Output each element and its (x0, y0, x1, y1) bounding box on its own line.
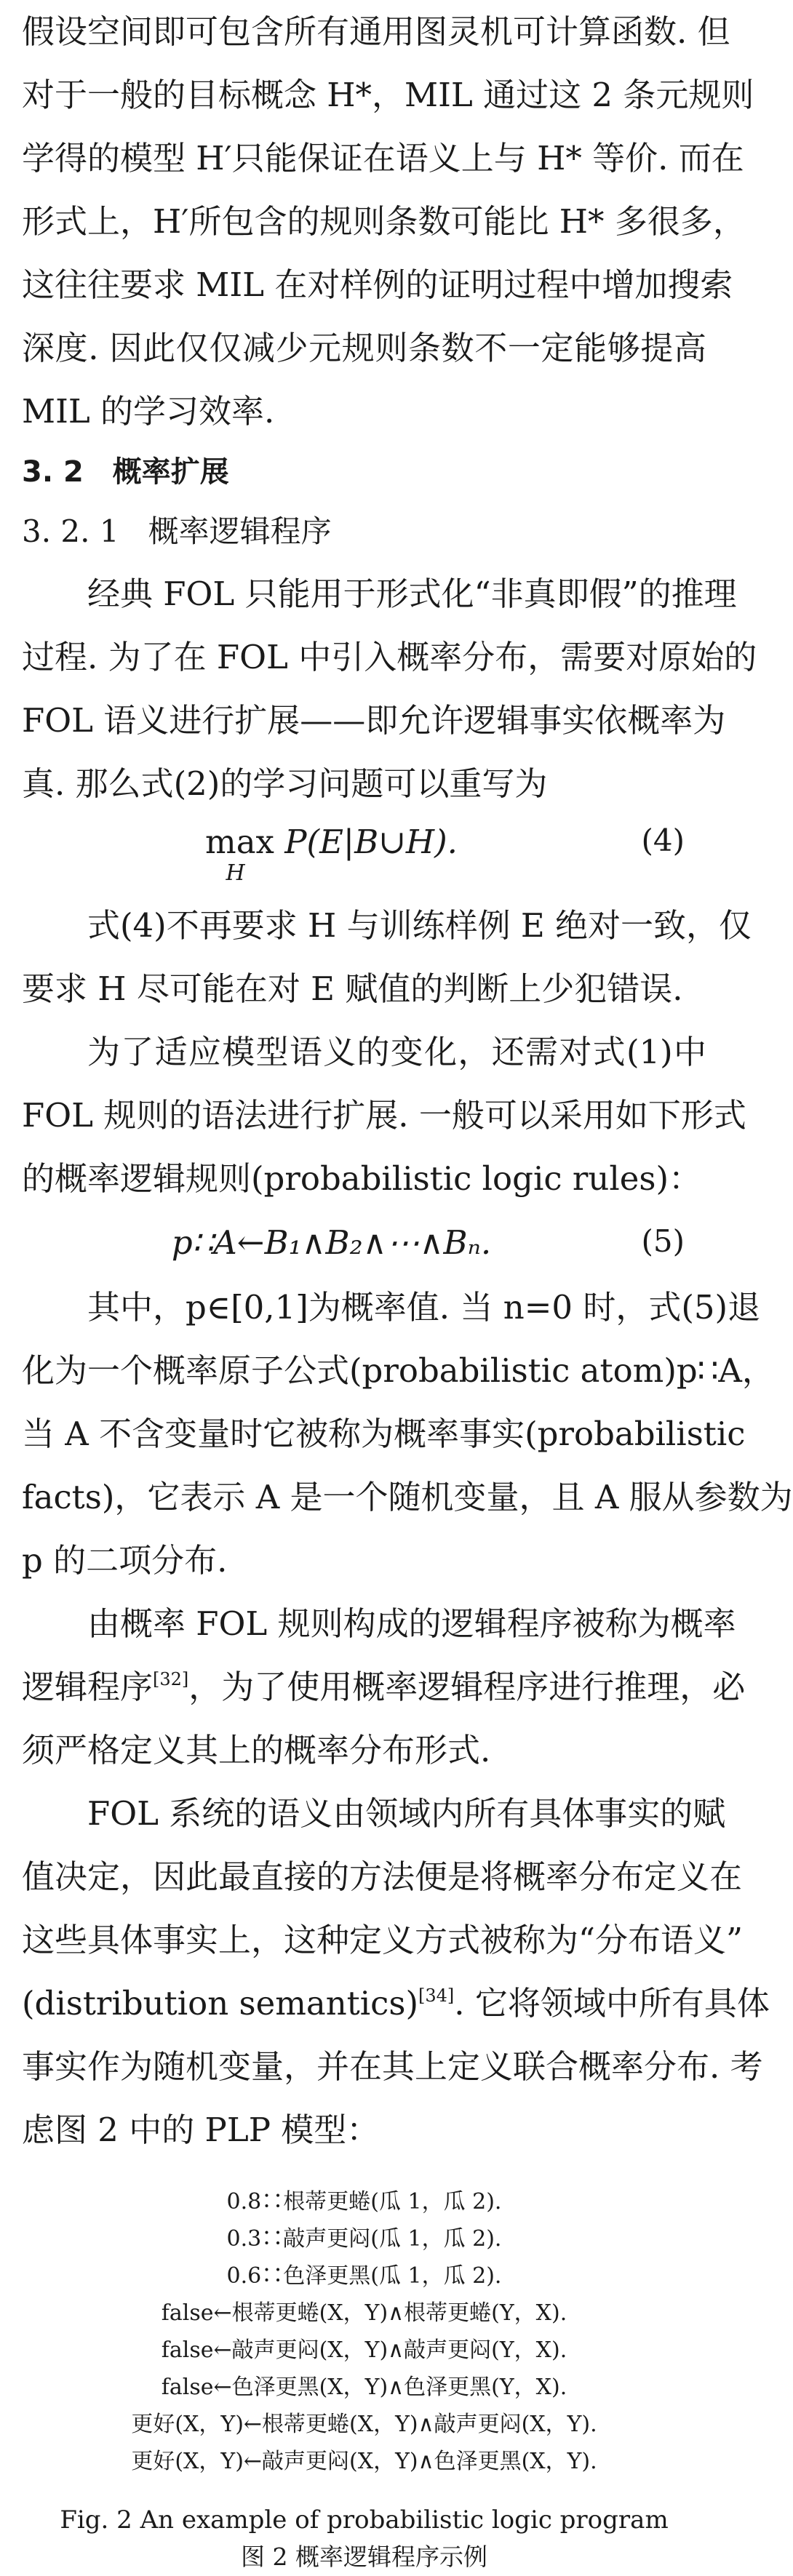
text-line: 对于一般的目标概念 H*，MIL 通过这 2 条元规则 (22, 76, 754, 114)
program-line: false←根蒂更蜷(X，Y)∧根蒂更蜷(Y，X). (161, 2300, 567, 2326)
section-title: 概率扩展 (112, 455, 229, 489)
program-line: 0.3∷敲声更闷(瓜 1，瓜 2). (226, 2226, 502, 2252)
text-line: 形式上，H′所包含的规则条数可能比 H* 多很多， (22, 202, 746, 241)
program-line: 0.6∷色泽更黑(瓜 1，瓜 2). (226, 2263, 502, 2289)
equation-expression: p∷A←B₁∧B₂∧⋯∧Bₙ. (171, 1223, 492, 1262)
figure-caption-en: Fig. 2 An example of probabilistic logic program (60, 2505, 669, 2535)
subsection-heading (22, 501, 706, 562)
text-line: MIL 的学习效率. (22, 392, 275, 431)
section-heading (22, 443, 706, 501)
text-line: FOL 语义进行扩展——即允许逻辑事实依概率为 (22, 701, 726, 740)
paragraph-1 (22, 0, 754, 443)
program-line: 0.8∷根蒂更蜷(瓜 1，瓜 2). (226, 2189, 502, 2215)
program-line: false←色泽更黑(X，Y)∧色泽更黑(Y，X). (161, 2375, 567, 2400)
text-line: 为了适应模型语义的变化，还需对式(1)中 (87, 1033, 706, 1071)
equation-number: (4) (641, 823, 685, 858)
paragraph-6 (22, 1592, 746, 1782)
paragraph-2 (22, 562, 757, 815)
text-line: 的概率逻辑规则(probabilistic logic rules)： (22, 1159, 702, 1198)
text-line (22, 1972, 770, 2035)
paragraph-3 (22, 894, 752, 1020)
max-subscript: H (226, 860, 245, 886)
max-operator (205, 823, 274, 886)
text-line: FOL 系统的语义由领域内所有具体事实的赋 (87, 1794, 726, 1833)
text-line: 值决定，因此最直接的方法便是将概率分布定义在 (22, 1857, 743, 1896)
figure-caption-zh: 图 2 概率逻辑程序示例 (241, 2543, 487, 2571)
text-line: 虑图 2 中的 PLP 模型： (22, 2111, 380, 2149)
text-line: facts)，它表示 A 是一个随机变量，且 A 服从参数为 (22, 1478, 793, 1516)
text-line: 这些具体事实上，这种定义方式被称为“分布语义” (22, 1921, 744, 1959)
text-line: 事实作为随机变量，并在其上定义联合概率分布. 考 (22, 2047, 763, 2086)
equation-body (22, 823, 641, 886)
text-line: 真. 那么式(2)的学习问题可以重写为 (22, 764, 548, 803)
text-line: 须严格定义其上的概率分布形式. (22, 1731, 491, 1769)
text-line: 学得的模型 H′只能保证在语义上与 H* 等价. 而在 (22, 139, 744, 177)
text-span: (distribution semantics) (22, 1984, 419, 2023)
text-span: 逻辑程序 (22, 1668, 154, 1706)
figure-2-program (22, 2183, 706, 2480)
equation-5 (22, 1210, 706, 1276)
text-span: ，为了使用概率逻辑程序进行推理，必 (188, 1668, 746, 1706)
program-line: 更好(X，Y)←根蒂更蜷(X，Y)∧敲声更闷(X，Y). (131, 2412, 597, 2437)
citation: [32] (153, 1669, 189, 1689)
text-line: 其中，p∈[0,1]为概率值. 当 n=0 时，式(5)退 (87, 1288, 761, 1327)
equation-expression: P(E|B∪H). (284, 823, 458, 861)
subsection-title: 概率逻辑程序 (148, 513, 332, 549)
section-number: 3. 2 (22, 455, 84, 489)
text-line: FOL 规则的语法进行扩展. 一般可以采用如下形式 (22, 1096, 746, 1135)
text-line: 当 A 不含变量时它被称为概率事实(probabilistic (22, 1415, 746, 1453)
citation: [34] (418, 1985, 455, 2006)
text-line: p 的二项分布. (22, 1541, 228, 1580)
program-line: false←敲声更闷(X，Y)∧敲声更闷(Y，X). (161, 2337, 567, 2363)
text-line: 假设空间即可包含所有通用图灵机可计算函数. 但 (22, 12, 730, 51)
text-line: 经典 FOL 只能用于形式化“非真即假”的推理 (87, 575, 737, 613)
program-line: 更好(X，Y)←敲声更闷(X，Y)∧色泽更黑(X，Y). (131, 2449, 597, 2474)
paragraph-5 (22, 1276, 793, 1592)
text-line (22, 1655, 746, 1719)
subsection-number: 3. 2. 1 (22, 513, 119, 549)
equation-4 (22, 815, 706, 894)
text-line: 由概率 FOL 规则构成的逻辑程序被称为概率 (87, 1604, 736, 1643)
text-span: . 它将领域中所有具体 (454, 1984, 770, 2023)
text-line: 化为一个概率原子公式(probabilistic atom)p∷A， (22, 1351, 775, 1390)
text-line: 过程. 为了在 FOL 中引入概率分布，需要对原始的 (22, 638, 757, 676)
text-line: 这往往要求 MIL 在对样例的证明过程中增加搜索 (22, 265, 733, 304)
text-line: 式(4)不再要求 H 与训练样例 E 绝对一致，仅 (87, 906, 752, 945)
text-line: 深度. 因此仅仅减少元规则条数不一定能够提高 (22, 329, 706, 367)
text-line: 要求 H 尽可能在对 E 赋值的判断上少犯错误. (22, 969, 683, 1008)
paragraph-4 (22, 1020, 746, 1210)
equation-number: (5) (641, 1223, 685, 1259)
max-label: max (205, 823, 274, 861)
paragraph-7 (22, 1782, 770, 2161)
